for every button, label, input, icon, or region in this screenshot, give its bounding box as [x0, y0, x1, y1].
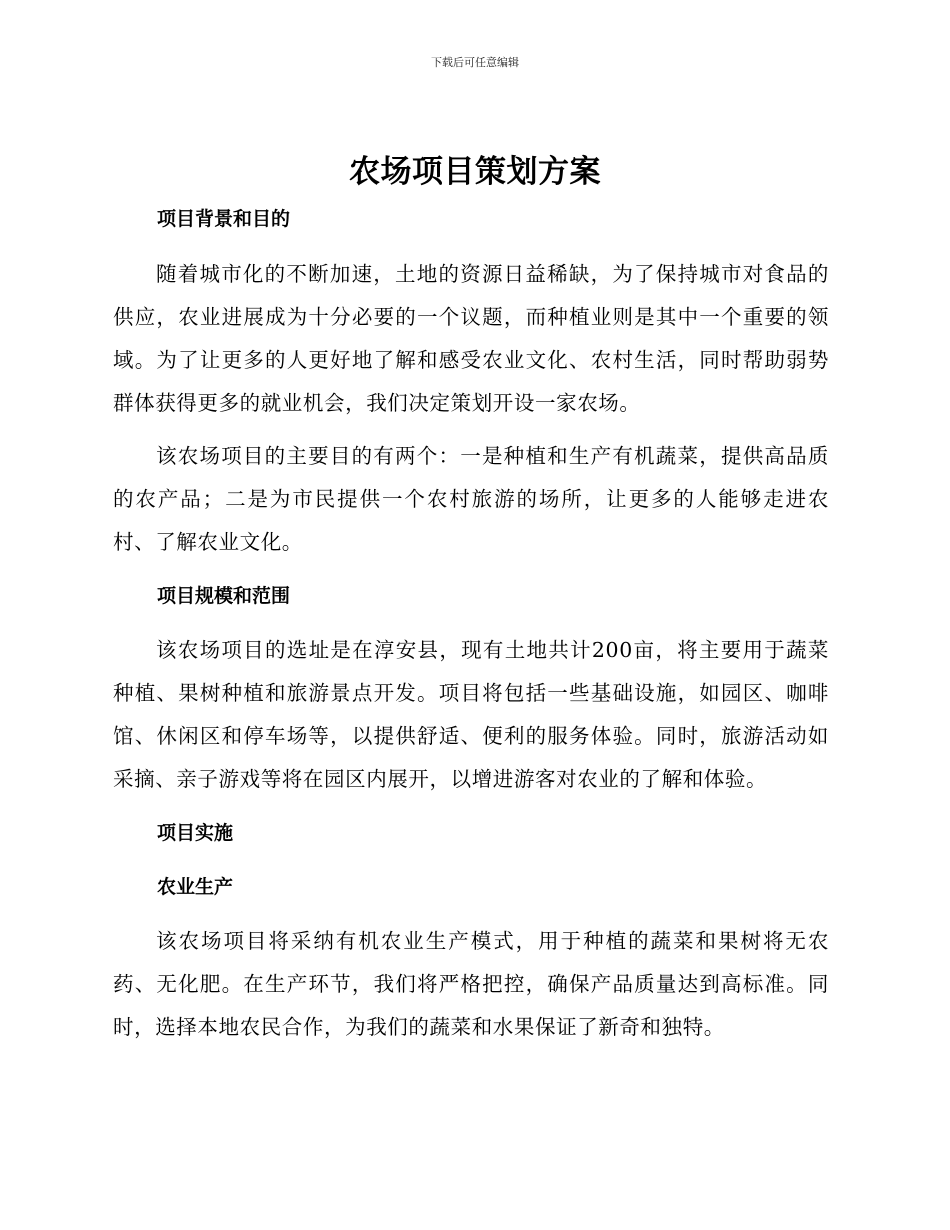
section-heading-agriculture: 农业生产 [157, 876, 234, 898]
paragraph-background: 随着城市化的不断加速，土地的资源日益稀缺，为了保持城市对食品的供应，农业进展成为十分必要的一个议题，而种植业则是其中一个重要的领域。为了让更多的人更好地了解和感受农业文化、农村生活，同时帮助弱势群体获得更多的就业机会，我们决定策划开设一家农场。 [113, 262, 829, 415]
section-heading-scale: 项目规模和范围 [157, 585, 291, 607]
section-heading-background: 项目背景和目的 [157, 208, 291, 230]
document-title: 农场项目策划方案 [349, 154, 601, 190]
section-heading-implementation: 项目实施 [157, 822, 234, 844]
paragraph-goals: 该农场项目的主要目的有两个：一是种植和生产有机蔬菜，提供高品质的农产品；二是为市民提供一个农村旅游的场所，让更多的人能够走进农村、了解农业文化。 [113, 444, 829, 554]
page-header-note: 下载后可任意编辑 [431, 56, 519, 69]
paragraph-scale: 该农场项目的选址是在淳安县，现有土地共计200亩，将主要用于蔬菜种植、果树种植和旅游景点开发。项目将包括一些基础设施，如园区、咖啡馆、休闲区和停车场等，以提供舒适、便利的服务体验。同时，旅游活动如采摘、亲子游戏等将在园区内展开，以增进游客对农业的了解和体验。 [113, 638, 829, 791]
paragraph-agriculture: 该农场项目将采纳有机农业生产模式，用于种植的蔬菜和果树将无农药、无化肥。在生产环节，我们将严格把控，确保产品质量达到高标准。同时，选择本地农民合作，为我们的蔬菜和水果保证了新奇和独特。 [113, 929, 829, 1039]
